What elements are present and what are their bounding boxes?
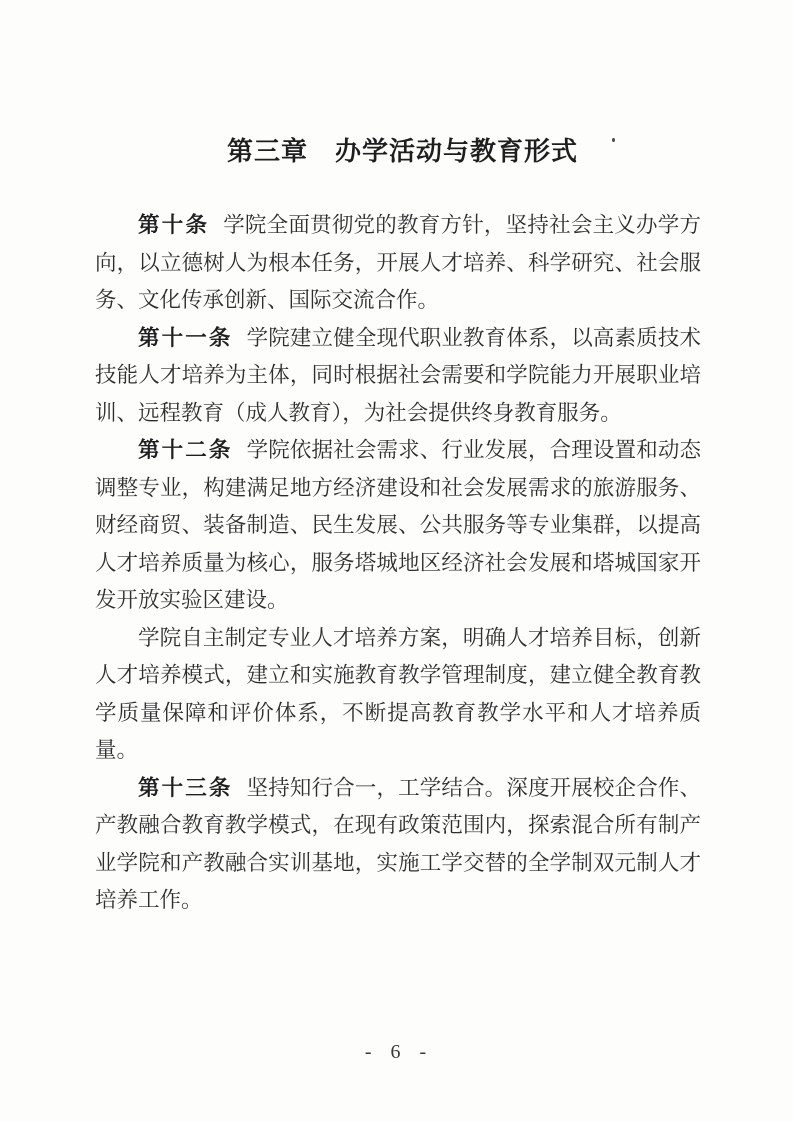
article-number: 第十二条 — [138, 438, 233, 462]
article-number: 第十条 — [138, 213, 210, 237]
article-paragraph-11 — [95, 320, 701, 433]
article-paragraph-12-continuation — [95, 620, 701, 770]
article-text: 学院全面贯彻党的教育方针，坚持社会主义办学方向，以立德树人为根本任务，开展人才培养、科学研究、社会服务、文化传承创新、国际交流合作。 — [95, 213, 701, 312]
chapter-title: 第三章 办学活动与教育形式 — [226, 136, 578, 166]
article-text: 坚持知行合一，工学结合。深度开展校企合作、产教融合教育教学模式，在现有政策范围内，探索混合所有制产业学院和产教融合实训基地，实施工学交替的全学制双元制人才培养工作。 — [95, 775, 701, 912]
article-text: 学院依据社会需求、行业发展，合理设置和动态调整专业，构建满足地方经济建设和社会发展需求的旅游服务、财经商贸、装备制造、民生发展、公共服务等专业集群，以提高人才培养质量为核心，服务塔城地区经济社会发展和塔城国家开发开放实验区建设。 — [95, 438, 701, 612]
article-paragraph-12 — [95, 432, 701, 620]
article-text: 学院建立健全现代职业教育体系，以高素质技术技能人才培养为主体，同时根据社会需要和学院能力开展职业培训、远程教育（成人教育），为社会提供终身教育服务。 — [95, 325, 701, 425]
article-paragraph-10 — [95, 207, 701, 320]
article-number: 第十一条 — [138, 325, 233, 350]
article-text: 学院自主制定专业人才培养方案，明确人才培养目标，创新人才培养模式，建立和实施教育教学管理制度，建立健全教育教学质量保障和评价体系，不断提高教育教学水平和人才培养质量。 — [95, 625, 701, 762]
document-body — [95, 207, 701, 920]
page-number: - 6 - — [364, 1041, 429, 1063]
article-paragraph-13 — [95, 770, 701, 920]
article-number: 第十三条 — [138, 775, 233, 800]
